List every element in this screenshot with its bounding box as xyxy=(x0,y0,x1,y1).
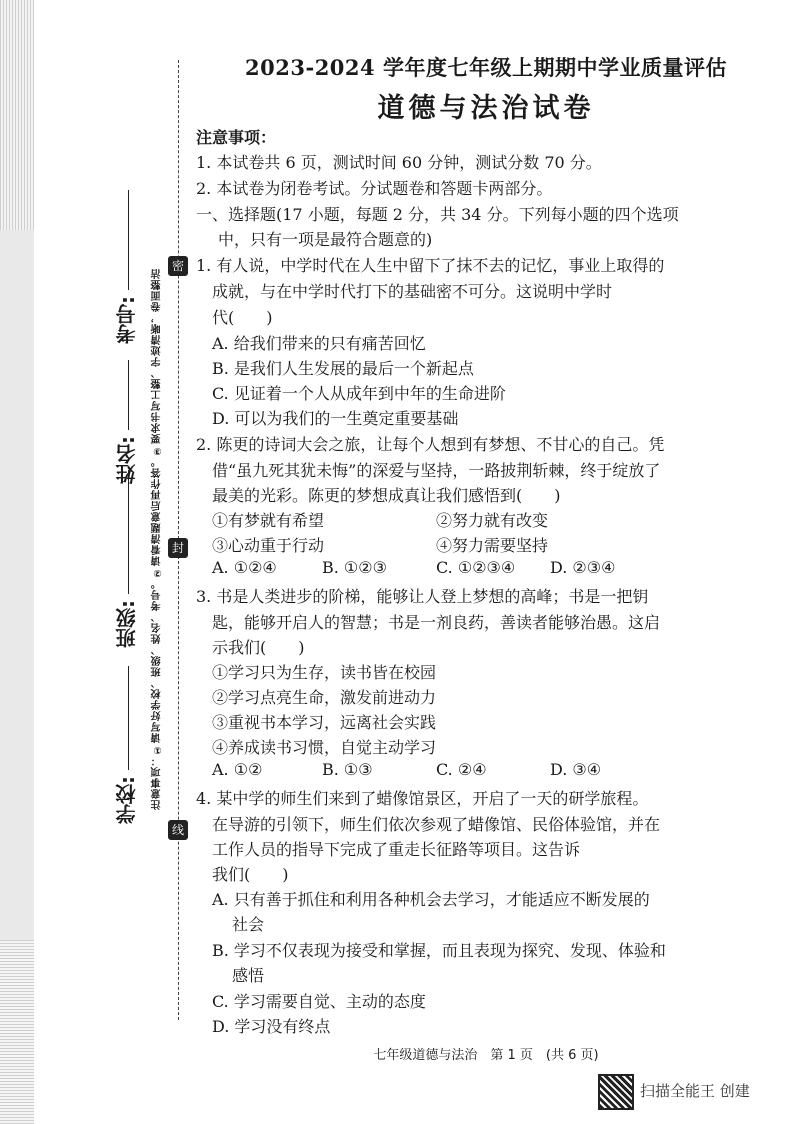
q4-option-c[interactable]: C. 学习需要自觉、主动的态度 xyxy=(212,992,426,1011)
q2-item: ④努力需要坚持 xyxy=(436,536,549,555)
section-heading: 一、选择题(17 小题，每题 2 分，共 34 分。下列每小题的四个选项 xyxy=(196,205,679,224)
q4-stem: 在导游的引领下，师生们依次参观了蜡像馆、民俗体验馆，并在 xyxy=(212,815,661,834)
q1-option-c[interactable]: C. 见证着一个人从成年到中年的生命进阶 xyxy=(212,384,506,403)
name-label: 姓名: xyxy=(115,436,139,484)
exam-number-label: 考号: xyxy=(115,296,139,344)
exam-subject-title: 道德与法治试卷 xyxy=(377,93,595,124)
q3-choice-c[interactable]: C. ②④ xyxy=(436,760,487,779)
school-label: 学校: xyxy=(115,776,139,824)
q2-item: ③心动重于行动 xyxy=(212,536,325,555)
q2-stem: 借“虽九死其犹未悔”的深爱与坚持，一路披荆斩棘，终于绽放了 xyxy=(212,461,661,480)
q3-item: ③重视书本学习，远离社会实践 xyxy=(212,713,437,732)
name-input-line[interactable] xyxy=(128,360,129,430)
q4-stem: 4. 某中学的师生们来到了蜡像馆景区，开启了一天的研学旅程。 xyxy=(196,789,649,808)
class-input-line[interactable] xyxy=(128,470,129,594)
q3-item: ④养成读书习惯，自觉主动学习 xyxy=(212,738,437,757)
section-heading-cont: 中，只有一项是最符合题意的) xyxy=(218,230,433,249)
q2-choice-c[interactable]: C. ①②③④ xyxy=(436,558,516,577)
q3-choice-a[interactable]: A. ①② xyxy=(212,760,263,779)
exam-number-input-line[interactable] xyxy=(128,190,129,290)
q4-option-b-cont[interactable]: 感悟 xyxy=(232,966,265,985)
notice-item: 1. 本试卷共 6 页，测试时间 60 分钟，测试分数 70 分。 xyxy=(196,153,602,172)
binding-notes: 注意事项：①请写好学校、班级、姓名、考号。②请看清题意后再作答。③要求书写工整、字迹清晰，卷面整洁 xyxy=(152,268,163,810)
q2-choice-d[interactable]: D. ②③④ xyxy=(550,558,616,577)
q3-item: ②学习点亮生命，激发前进动力 xyxy=(212,688,437,707)
q1-option-d[interactable]: D. 可以为我们的一生奠定重要基础 xyxy=(212,409,459,428)
q3-item: ①学习只为生存，读书皆在校园 xyxy=(212,663,437,682)
q4-option-a-cont[interactable]: 社会 xyxy=(232,915,265,934)
q4-option-b[interactable]: B. 学习不仅表现为接受和掌握，而且表现为探究、发现、体验和 xyxy=(212,941,666,960)
notice-heading: 注意事项： xyxy=(196,128,277,147)
q3-stem: 示我们( ) xyxy=(212,638,305,657)
qr-code-icon xyxy=(598,1074,634,1110)
q4-stem: 工作人员的指导下完成了重走长征路等项目。这告诉 xyxy=(212,840,581,859)
q2-stem: 2. 陈更的诗词大会之旅，让每个人想到有梦想、不甘心的自己。凭 xyxy=(196,435,665,454)
q3-stem: 3. 书是人类进步的阶梯，能够让人登上梦想的高峰；书是一把钥 xyxy=(196,587,649,606)
seal-char-xian: 线 xyxy=(168,820,188,840)
q4-option-d[interactable]: D. 学习没有终点 xyxy=(212,1017,331,1036)
q1-stem: 成就，与在中学时代打下的基础密不可分。这说明中学时 xyxy=(212,282,613,301)
q1-option-b[interactable]: B. 是我们人生发展的最后一个新起点 xyxy=(212,359,474,378)
school-input-line[interactable] xyxy=(128,666,129,770)
scanner-watermark: 扫描全能王 创建 xyxy=(640,1082,750,1100)
q1-option-a[interactable]: A. 给我们带来的只有痛苦回忆 xyxy=(212,334,426,353)
seal-char-mi: 密 xyxy=(168,256,188,276)
exam-title: 2023-2024 学年度七年级上期期中学业质量评估 xyxy=(245,55,727,80)
class-label: 班级: xyxy=(115,600,139,648)
q1-stem: 代( ) xyxy=(212,308,273,327)
page-footer: 七年级道德与法治 第 1 页 (共 6 页) xyxy=(373,1048,599,1063)
q2-choice-b[interactable]: B. ①②③ xyxy=(322,558,387,577)
q2-item: ①有梦就有希望 xyxy=(212,511,325,530)
scan-edge-top xyxy=(0,0,34,230)
scan-edge-bottom xyxy=(0,940,34,1124)
q4-stem: 我们( ) xyxy=(212,865,289,884)
q3-choice-b[interactable]: B. ①③ xyxy=(322,760,373,779)
notice-item: 2. 本试卷为闭卷考试。分试题卷和答题卡两部分。 xyxy=(196,179,553,198)
q2-item: ②努力就有改变 xyxy=(436,511,549,530)
q1-stem: 1. 有人说，中学时代在人生中留下了抹不去的记忆，事业上取得的 xyxy=(196,256,665,275)
q3-stem: 匙，能够开启人的智慧；书是一剂良药，善读者能够治愚。这启 xyxy=(212,613,661,632)
q4-option-a[interactable]: A. 只有善于抓住和利用各种机会去学习，才能适应不断发展的 xyxy=(212,890,650,909)
q3-choice-d[interactable]: D. ③④ xyxy=(550,760,602,779)
seal-char-feng: 封 xyxy=(168,538,188,558)
q2-choice-a[interactable]: A. ①②④ xyxy=(212,558,277,577)
q2-stem: 最美的光彩。陈更的梦想成真让我们感悟到( ) xyxy=(212,486,561,505)
